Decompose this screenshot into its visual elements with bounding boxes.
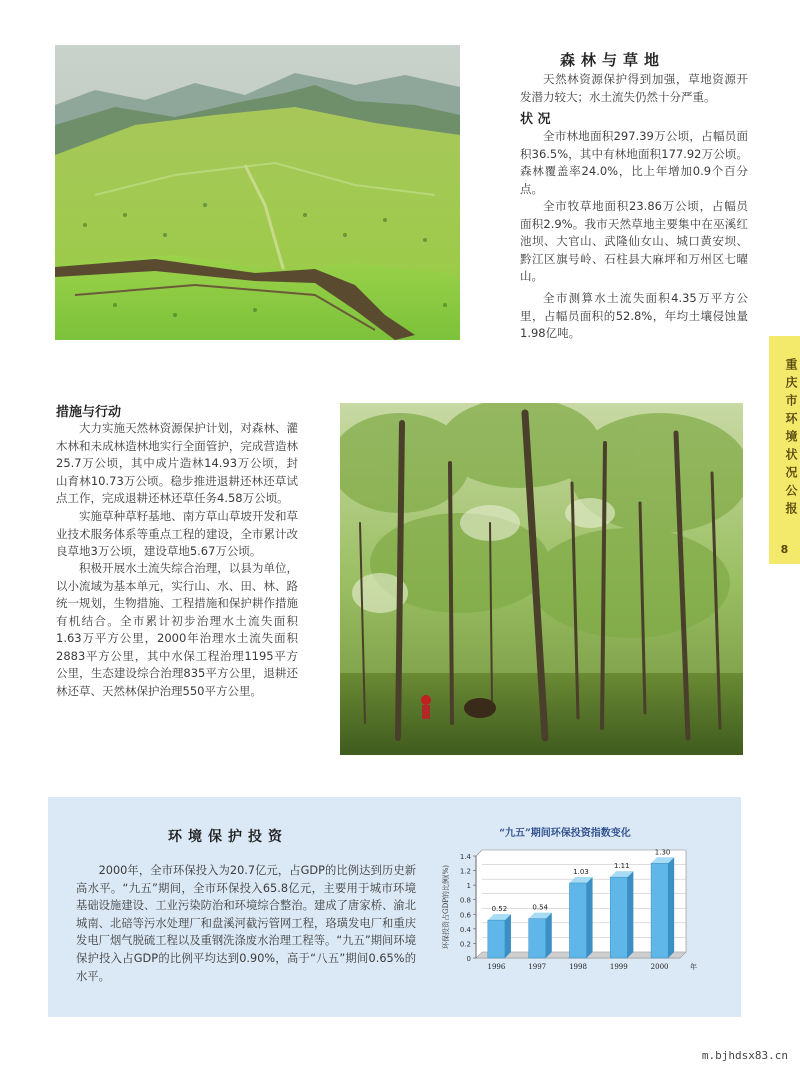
page-number: 8 [780, 543, 789, 556]
x-tick-label: 1996 [487, 963, 506, 971]
data-label: 0.54 [532, 903, 548, 912]
soil-erosion-paragraph: 全市测算水土流失面积4.35万平方公里，占幅员面积的52.8%，年均土壤侵蚀量1.98亿吨。 [520, 291, 748, 340]
y-tick-label: 0 [466, 955, 471, 963]
data-label: 1.11 [614, 862, 630, 871]
x-tick-label: 1998 [569, 963, 587, 971]
x-tick-label: 1997 [528, 963, 547, 971]
chart-title: “九五”期间环保投资指数变化 [499, 828, 631, 839]
bar-side [668, 857, 674, 958]
erosion-control-paragraph: 积极开展水土流失综合治理，以县为单位，以小流域为基本单元，实行山、水、田、林、路统一规划，生物措施、工程措施和保护耕作措施有机结合。全市累计初步治理水土流失面积1.63万平方公里，2000年治理水土流失面积2883平方公里，其中水保工程治理1195平方公里，生态建设综合治理835平方公里，退耕还林还草、天然林保护治理550平方公里。 [56, 561, 298, 698]
bar-1997 [529, 919, 546, 958]
data-label: 1.30 [654, 848, 671, 857]
grassland-project-paragraph: 实施草种草籽基地、南方草山草坡开发和草业技术服务体系等重点工程的建设，全市累计改良草地3万公顷，建设草地5.67万公顷。 [56, 509, 298, 558]
grassland-paragraph: 全市牧草地面积23.86万公顷，占幅员面积2.9%。我市天然草地主要集中在巫溪红池坝、大官山、武隆仙女山、城口黄安坝、黔江区旗号岭、石柱县大麻坪和万州区七曜山。 [520, 199, 748, 283]
y-tick-label: 1.4 [459, 853, 471, 861]
bar-1998 [569, 883, 586, 958]
y-tick-label: 1 [466, 882, 471, 891]
actions-heading: 措施与行动 [56, 405, 122, 420]
x-tick-label: 1999 [609, 963, 628, 971]
bar-side [627, 871, 633, 958]
report-title-vertical: 重庆市环境状况公报 [784, 358, 798, 520]
data-label: 0.52 [491, 905, 508, 914]
x-axis-label: 年 [690, 963, 697, 971]
y-tick-label: 0.4 [459, 925, 471, 934]
bar-1996 [488, 920, 505, 958]
bar-side [546, 913, 552, 958]
status-heading: 状 况 [520, 112, 551, 127]
y-tick-label: 0.8 [459, 896, 471, 905]
forest-section-title: 森林与草地 [560, 51, 666, 69]
forest-intro: 天然林资源保护得到加强，草地资源开发潜力较大；水土流失仍然十分严重。 [520, 72, 748, 104]
bar-1999 [610, 877, 627, 958]
y-axis-label: 环保投资占GDP的比例(%) [442, 864, 450, 950]
y-tick-label: 1.2 [459, 867, 471, 876]
poplar-forest-photo [340, 403, 743, 755]
forest-land-paragraph: 全市林地面积297.39万公顷，占幅员面积36.5%，其中有林地面积177.92万公顷。森林覆盖率24.0%，比上年增加0.9个百分点。 [520, 129, 748, 196]
investment-paragraph: 2000年，全市环保投入为20.7亿元，占GDP的比例达到历史新高水平。“九五”期间，全市环保投入65.8亿元，主要用于城市环境基础设施建设、工业污染防治和环境综合整治。建成了唐家桥、渝北城南、北碚等污水处理厂和盘溪河截污管网工程，珞璜发电厂和重庆发电厂烟气脱硫工程以及重钢洗涤废水治理工程等。“九五”期间环境保护投入占GDP的比例平均达到0.90%，高于“八五”期间0.65%的水平。 [76, 864, 416, 983]
data-label: 1.03 [573, 867, 589, 876]
investment-bar-chart [438, 846, 708, 976]
side-tab [769, 336, 800, 564]
x-tick-label: 2000 [650, 963, 669, 971]
y-tick-label: 0.2 [459, 940, 471, 949]
forest-protection-paragraph: 大力实施天然林资源保护计划，对森林、灌木林和未成林造林地实行全面管护，完成营造林25.7万公顷，其中成片造林14.93万公顷，封山育林10.73万公顷。稳步推进退耕还林还草试点工作，完成退耕还林还草任务4.58万公顷。 [56, 421, 298, 505]
y-tick-label: 0.6 [459, 911, 471, 920]
bar-2000 [651, 863, 668, 958]
watermark-url: m.bjhdsx83.cn [701, 1049, 788, 1062]
investment-title: 环境保护投资 [168, 829, 288, 845]
grassland-landscape-photo [55, 45, 460, 340]
bar-side [505, 914, 511, 958]
bar-side [587, 877, 593, 958]
